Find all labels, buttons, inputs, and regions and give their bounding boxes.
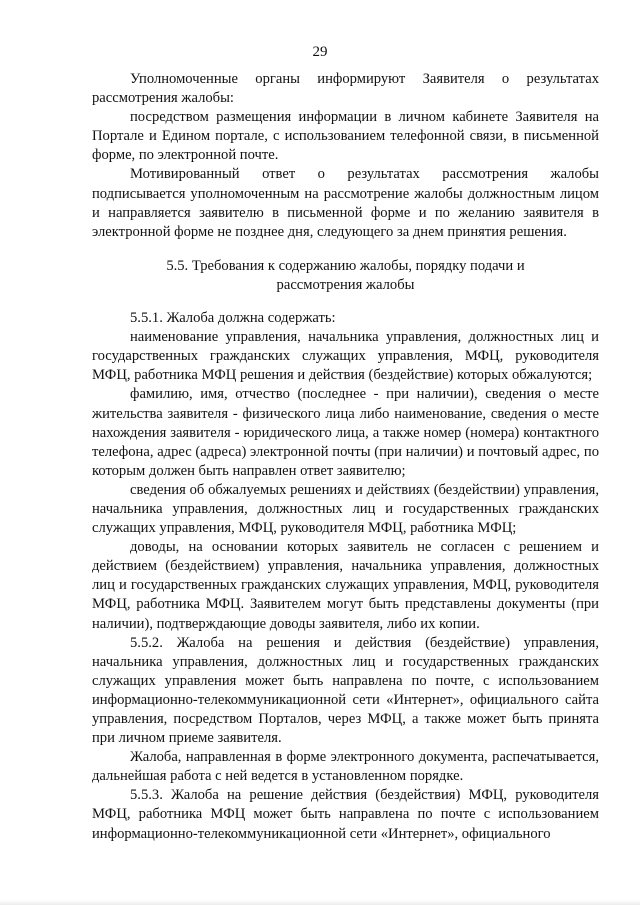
paragraph-5-5-3: 5.5.3. Жалоба на решение действия (бездействия) МФЦ, руководителя МФЦ, работника МФЦ может быть направлена по почте с использованием информационно-телекоммуникационной сети «Интернет», официального — [92, 787, 599, 842]
paragraph-5-5-1: 5.5.1. Жалоба должна содержать: — [130, 310, 336, 327]
paragraph-notification-methods: посредством размещения информации в личном кабинете Заявителя на Портале и Едином портале, с использованием телефонной связи, в письменной форме, по электронной почте. — [92, 109, 599, 164]
page-number: 29 — [312, 44, 328, 60]
paragraph-arguments: доводы, на основании которых заявитель не согласен с решением и действием (бездействием) управления, начальника управления, должностных лиц и государственных гражданских служащих управления, МФЦ, руководителя МФЦ, работника МФЦ. Заявителем могут быть представлены документы (при наличии), подтверждающие доводы заявителя, либо их копии. — [92, 539, 599, 632]
section-heading — [92, 257, 599, 295]
paragraph-notification-intro: Уполномоченные органы информируют Заявителя о результатах рассмотрения жалобы: — [92, 71, 599, 107]
paragraph-authority-names: наименование управления, начальника управления, должностных лиц и государственных гражданских служащих управления, МФЦ, руководителя МФЦ, работника МФЦ решения и действия (бездействие) которых обжалуются; — [92, 329, 599, 384]
paragraph-appealed-decisions: сведения об обжалуемых решениях и действиях (бездействии) управления, начальника управления, должностных лиц и государственных гражданских служащих управления, МФЦ, руководителя МФЦ, работника МФЦ; — [92, 481, 599, 537]
section-heading-line-2: рассмотрения жалобы — [276, 276, 415, 293]
paragraph-5-5-2: 5.5.2. Жалоба на решения и действия (бездействие) управления, начальника управления, должностных лиц и государственных гражданских служащих управления может быть направлена по почте, с использованием информационно-телекоммуникационной сети «Интернет», официального сайта управления, посредством Порталов, через МФЦ, а также может быть принята при личном приеме заявителя. — [92, 634, 599, 747]
paragraph-electronic-complaint: Жалоба, направленная в форме электронного документа, распечатывается, дальнейшая работа с ней ведется в установленном порядке. — [92, 749, 599, 785]
section-heading-line-1: 5.5. Требования к содержанию жалобы, порядку подачи и — [166, 257, 525, 274]
paragraph-applicant-details: фамилию, имя, отчество (последнее - при наличии), сведения о месте жительства заявителя - физического лица либо наименование, сведения о месте нахождения заявителя - юридического лица, а также номер (номера) контактного телефона, адрес (адреса) электронной почты (при наличии) и почтовый адрес, по которым должен быть направлен ответ заявителю; — [92, 386, 599, 479]
document-body — [92, 70, 599, 844]
scan-edge-shadow — [0, 900, 640, 905]
paragraph-motivated-answer: Мотивированный ответ о результатах рассмотрения жалобы подписывается уполномоченным на рассмотрение жалобы должностным лицом и направляется заявителю в письменной форме и по желанию заявителя в электронной форме не позднее дня, следующего за днем принятия решения. — [92, 166, 599, 240]
